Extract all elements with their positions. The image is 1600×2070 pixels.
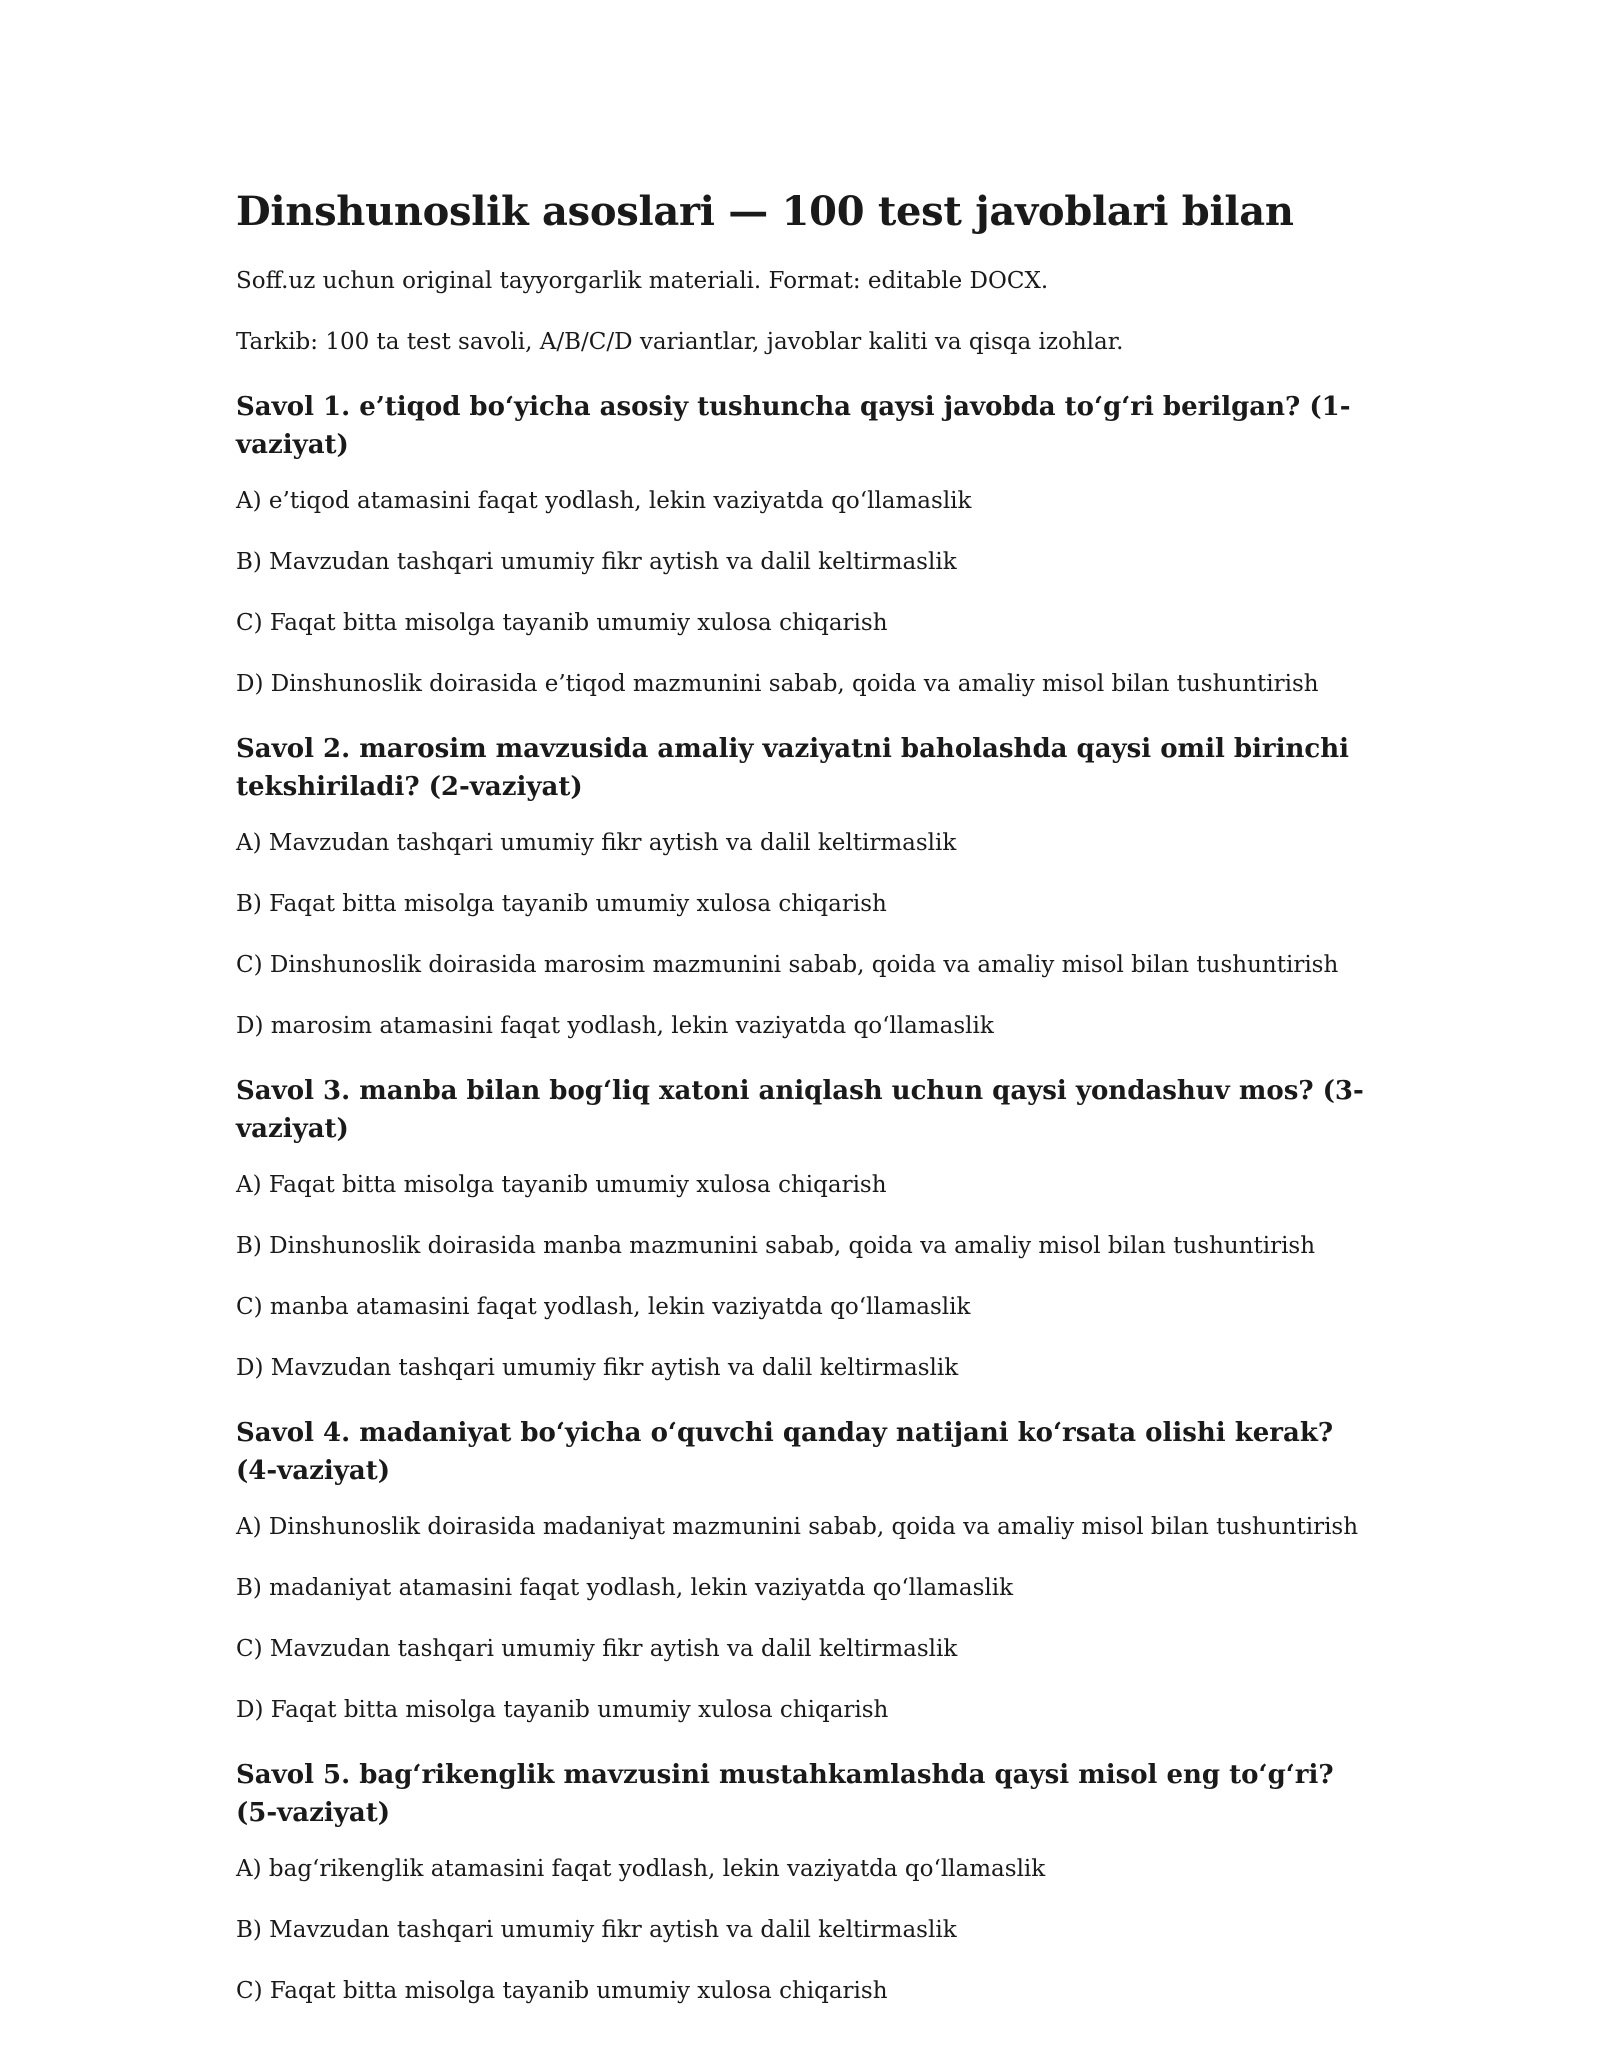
question-1 [236,388,1366,699]
question-3 [236,1072,1366,1383]
answer-option-a: A) Dinshunoslik doirasida madaniyat mazmunini sabab, qoida va amaliy misol bilan tushuntirish [236,1514,1359,1540]
answer-option-d: D) Dinshunoslik doirasida e’tiqod mazmunini sabab, qoida va amaliy misol bilan tushuntirish [236,671,1319,697]
answer-option-c: C) Faqat bitta misolga tayanib umumiy xulosa chiqarish [236,1978,888,2004]
answer-option-c: C) Mavzudan tashqari umumiy fikr aytish va dalil keltirmaslik [236,1636,958,1662]
document-page [236,188,1366,2037]
question-text: Savol 3. manba bilan bog‘liq xatoni aniqlash uchun qaysi yondashuv mos? (3-vaziyat) [236,1076,1364,1144]
answer-option-d: D) Mavzudan tashqari umumiy fikr aytish va dalil keltirmaslik [236,1355,959,1381]
intro-paragraph: Tarkib: 100 ta test savoli, A/B/C/D variantlar, javoblar kaliti va qisqa izohlar. [236,329,1124,355]
answer-option-a: A) e’tiqod atamasini faqat yodlash, lekin vaziyatda qo‘llamaslik [236,488,972,514]
question-2 [236,730,1366,1041]
answer-option-b: B) Faqat bitta misolga tayanib umumiy xulosa chiqarish [236,891,887,917]
question-5 [236,1756,1366,2006]
answer-option-b: B) Dinshunoslik doirasida manba mazmunini sabab, qoida va amaliy misol bilan tushuntirish [236,1233,1316,1259]
answer-option-c: C) Dinshunoslik doirasida marosim mazmunini sabab, qoida va amaliy misol bilan tushuntirish [236,952,1339,978]
answer-option-c: C) manba atamasini faqat yodlash, lekin vaziyatda qo‘llamaslik [236,1294,971,1320]
question-text: Savol 5. bag‘rikenglik mavzusini mustahkamlashda qaysi misol eng to‘g‘ri? (5-vaziyat) [236,1760,1334,1828]
answer-option-a: A) Mavzudan tashqari umumiy fikr aytish va dalil keltirmaslik [236,830,957,856]
answer-option-b: B) Mavzudan tashqari umumiy fikr aytish va dalil keltirmaslik [236,1917,957,1943]
question-text: Savol 4. madaniyat bo‘yicha o‘quvchi qanday natijani ko‘rsata olishi kerak? (4-vaziyat) [236,1418,1334,1486]
answer-option-a: A) bag‘rikenglik atamasini faqat yodlash, lekin vaziyatda qo‘llamaslik [236,1856,1046,1882]
answer-option-d: D) marosim atamasini faqat yodlash, lekin vaziyatda qo‘llamaslik [236,1013,994,1039]
answer-option-c: C) Faqat bitta misolga tayanib umumiy xulosa chiqarish [236,610,888,636]
answer-option-d: D) Faqat bitta misolga tayanib umumiy xulosa chiqarish [236,1697,889,1723]
answer-option-b: B) madaniyat atamasini faqat yodlash, lekin vaziyatda qo‘llamaslik [236,1575,1014,1601]
intro-paragraph: Soff.uz uchun original tayyorgarlik materiali. Format: editable DOCX. [236,268,1049,294]
answer-option-a: A) Faqat bitta misolga tayanib umumiy xulosa chiqarish [236,1172,887,1198]
document-title: Dinshunoslik asoslari — 100 test javoblari bilan [236,188,1294,235]
question-4 [236,1414,1366,1725]
answer-option-b: B) Mavzudan tashqari umumiy fikr aytish va dalil keltirmaslik [236,549,957,575]
question-text: Savol 1. e’tiqod bo‘yicha asosiy tushuncha qaysi javobda to‘g‘ri berilgan? (1-vaziyat) [236,392,1351,460]
question-text: Savol 2. marosim mavzusida amaliy vaziyatni baholashda qaysi omil birinchi tekshiriladi? (2-vaziyat) [236,734,1350,802]
